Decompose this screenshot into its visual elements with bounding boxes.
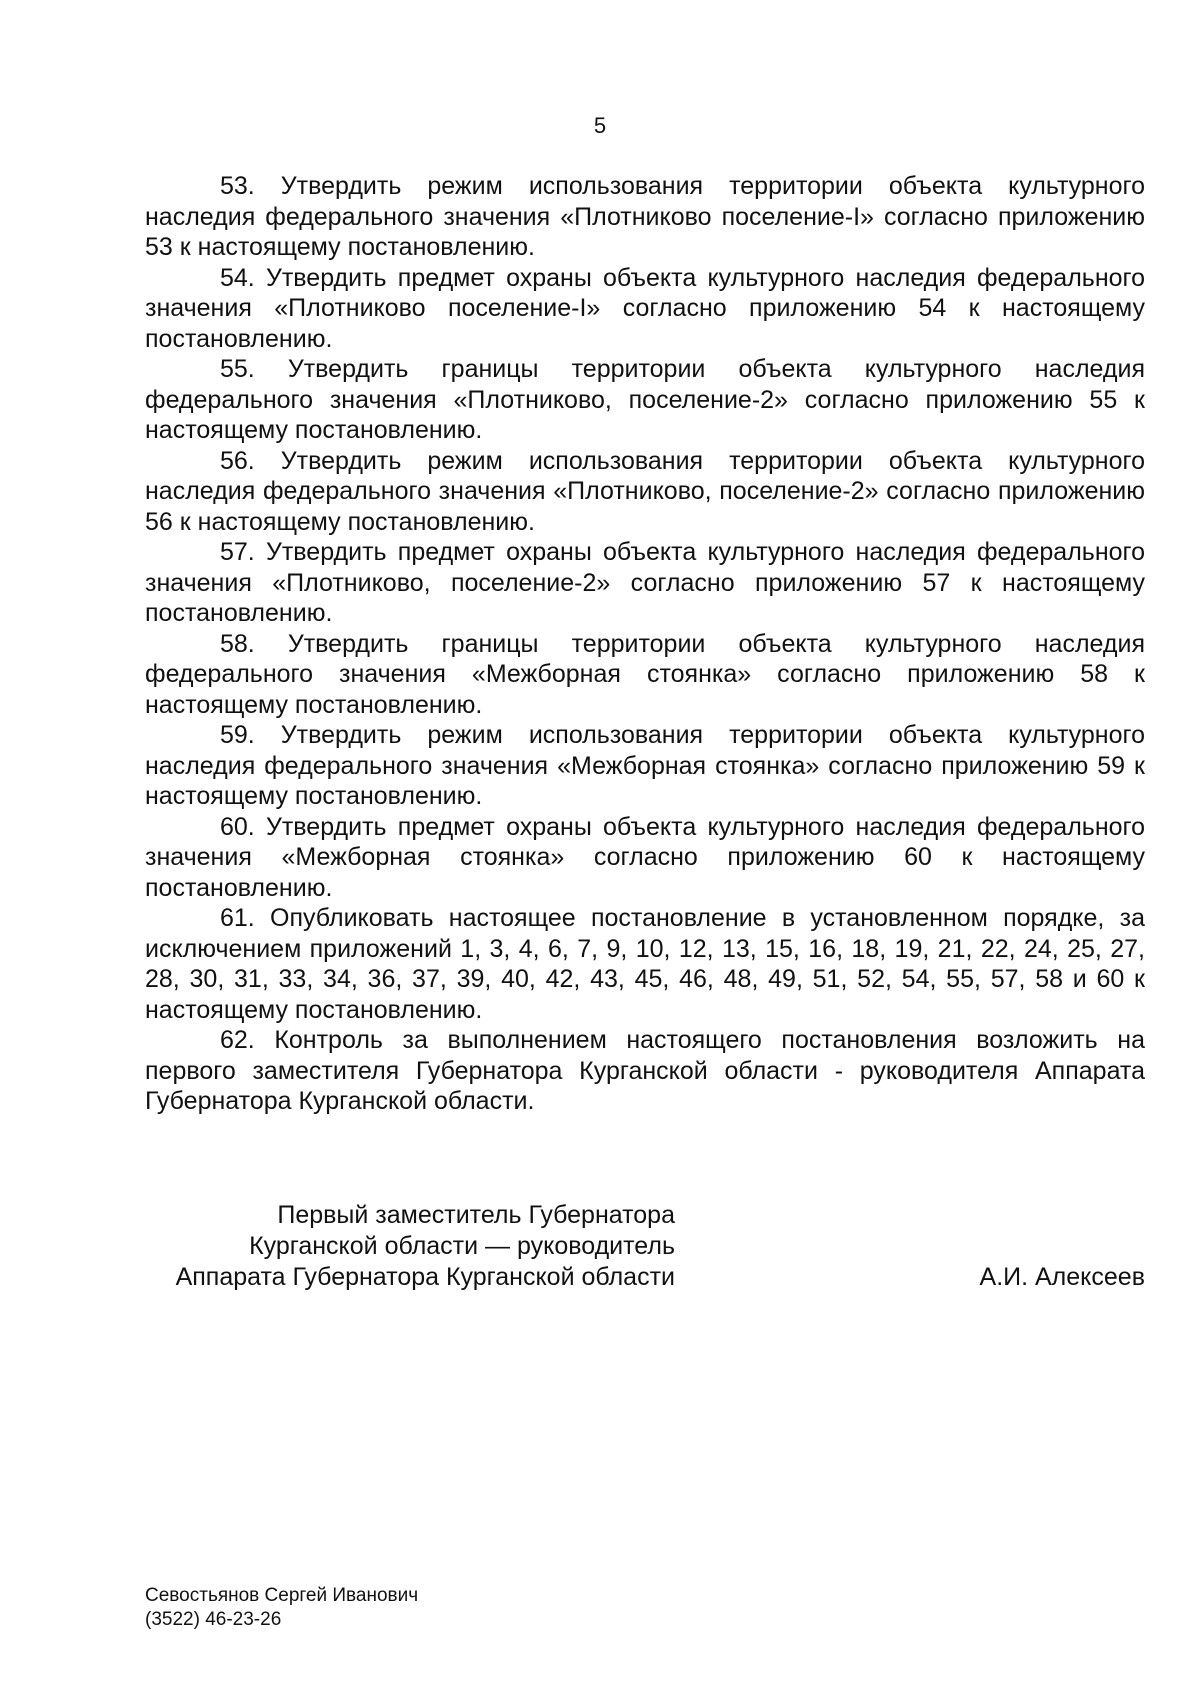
executor-footer — [145, 1584, 418, 1632]
executor-phone: (3522) 46-23-26 — [145, 1609, 282, 1630]
signatory-position — [145, 1200, 675, 1293]
document-body — [145, 171, 1145, 1117]
paragraph-62: 62. Контроль за выполнением настоящего постановления возложить на первого заместителя Губернатора Курганской области - руководителя Аппарата Губернатора Курганской области. — [145, 1026, 1145, 1115]
page-number: 5 — [593, 113, 607, 138]
paragraph-59: 59. Утвердить режим использования территории объекта культурного наследия федерального значения «Межборная стоянка» согласно приложению 59 к настоящему постановлению. — [145, 721, 1145, 810]
paragraph-57: 57. Утвердить предмет охраны объекта культурного наследия федерального значения «Плотниково, поселение-2» согласно приложению 57 к настоящему постановлению. — [145, 538, 1145, 627]
paragraph-53: 53. Утвердить режим использования территории объекта культурного наследия федерального значения «Плотниково поселение-I» согласно приложению 53 к настоящему постановлению. — [145, 172, 1145, 261]
paragraph-61: 61. Опубликовать настоящее постановление в установленном порядке, за исключением приложений 1, 3, 4, 6, 7, 9, 10, 12, 13, 15, 16, 18, 19, 21, 22, 24, 25, 27, 28, 30, 31, 33, 34, 36, 37, 39, 40, 42, 43, 45, 46, 48, 49, 51, 52, 54, 55, 57, 58 и 60 к настоящему постановлению. — [145, 904, 1145, 1024]
executor-name: Севостьянов Сергей Иванович — [145, 1585, 419, 1606]
signatory-name: А.И. Алексеев — [979, 1263, 1145, 1291]
signatory-position-line: Первый заместитель Губернатора — [277, 1201, 675, 1229]
signature-block — [145, 1200, 1145, 1296]
paragraph-60: 60. Утвердить предмет охраны объекта культурного наследия федерального значения «Межборная стоянка» согласно приложению 60 к настоящему постановлению. — [145, 812, 1145, 902]
paragraph-58: 58. Утвердить границы территории объекта культурного наследия федерального значения «Межборная стоянка» согласно приложению 58 к настоящему постановлению. — [145, 629, 1145, 719]
signatory-position-line: Аппарата Губернатора Курганской области — [175, 1263, 675, 1291]
paragraph-55: 55. Утвердить границы территории объекта культурного наследия федерального значения «Плотниково, поселение-2» согласно приложению 55 к настоящему постановлению. — [145, 355, 1145, 444]
paragraph-56: 56. Утвердить режим использования территории объекта культурного наследия федерального значения «Плотниково, поселение-2» согласно приложению 56 к настоящему постановлению. — [145, 446, 1145, 536]
paragraph-54: 54. Утвердить предмет охраны объекта культурного наследия федерального значения «Плотниково поселение-I» согласно приложению 54 к настоящему постановлению. — [145, 263, 1145, 353]
signatory-position-line: Курганской области — руководитель — [249, 1232, 675, 1260]
